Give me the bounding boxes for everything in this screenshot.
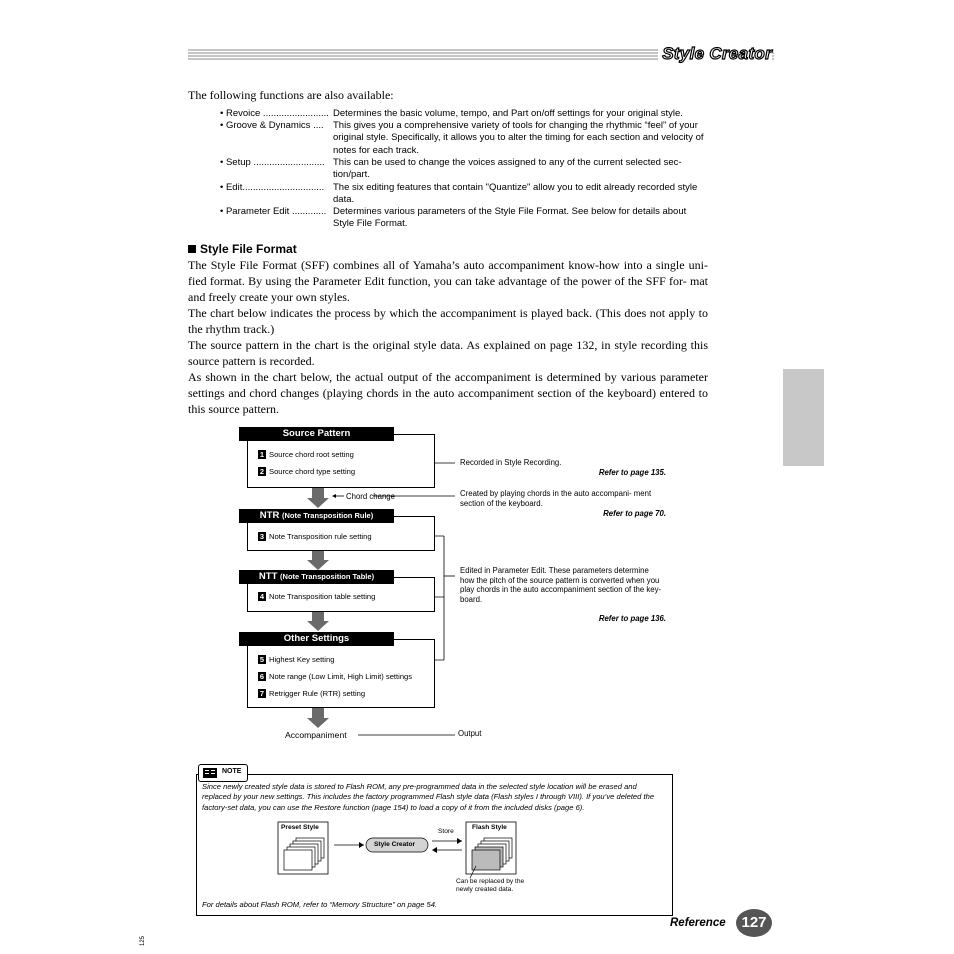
paragraph: The source pattern in the chart is the original style data. As explained on page 132, in style recording this source pattern is recorded.	[188, 338, 708, 368]
number-badge: 2	[259, 467, 265, 476]
note-footer-text: For details about Flash ROM, refer to “Memory Structure” on page 54.	[202, 900, 438, 909]
function-desc: This can be used to change the voices assigned to any of the current selected sec- tion/part.	[333, 157, 682, 181]
chart-item-label: Note Transposition table setting	[269, 592, 376, 601]
side-page-mark: 125	[140, 935, 147, 947]
note-tag	[198, 764, 248, 782]
ntt-label: NTT	[258, 571, 278, 582]
chart-item	[258, 689, 365, 698]
number-badge: 7	[259, 689, 265, 698]
function-desc: Determines various parameters of the Style File Format. See below for details about Style File Format.	[333, 206, 687, 230]
note-tag-label: NOTE	[222, 768, 242, 775]
number-badge: 5	[259, 655, 265, 664]
function-desc: The six editing features that contain "Quantize" allow you to edit already recorded style data.	[333, 182, 698, 206]
page-reference: Refer to page 136.	[598, 614, 666, 623]
page-reference: Refer to page 70.	[603, 509, 666, 518]
function-term: • Parameter Edit .............	[220, 206, 327, 217]
recorded-note: Recorded in Style Recording.	[460, 458, 562, 467]
ntr-header	[239, 509, 394, 523]
chart-item-label: Source chord type setting	[269, 467, 356, 476]
number-badge: 6	[259, 672, 265, 681]
source-pattern-box	[247, 434, 435, 488]
edited-note: Edited in Parameter Edit. These parameters determine how the pitch of the source pattern is converted when you play chords in the auto accompaniment section of the key- board.	[460, 566, 662, 604]
page-header-title: Style Creator	[658, 44, 772, 64]
style-creator-label: Style Creator	[374, 841, 416, 848]
created-note: Created by playing chords in the auto accompani- ment section of the keyboard.	[460, 489, 652, 508]
function-term: • Edit...............................	[220, 182, 325, 193]
chart-item	[258, 592, 375, 601]
ntr-label: NTR	[259, 510, 280, 521]
paragraph: The chart below indicates the process by which the accompaniment is played back. (This does not apply to the rhythm track.)	[188, 306, 708, 336]
ntt-header	[239, 570, 394, 584]
chart-item-label: Highest Key setting	[269, 655, 335, 664]
page-number: 127	[736, 909, 772, 937]
function-term: • Groove & Dynamics ....	[220, 120, 324, 131]
chart-item-label: Source chord root setting	[269, 450, 354, 459]
store-label: Store	[438, 828, 454, 835]
note-book-icon	[203, 768, 217, 778]
chord-change-label: Chord change	[346, 492, 395, 501]
replaced-label: Can be replaced by the newly created data.	[456, 878, 525, 893]
chart-item-label: Note range (Low Limit, High Limit) settings	[269, 672, 413, 681]
chart-item	[258, 450, 354, 459]
function-term: • Setup ...........................	[220, 157, 325, 168]
source-pattern-header: Source Pattern	[239, 427, 394, 441]
function-desc: This gives you a comprehensive variety of tools for changing the rhythmic “feel” of your original style. Specifically, it allows you to alter the timing for each section and velocity of notes for each track.	[333, 120, 704, 156]
number-badge: 4	[259, 592, 265, 601]
chart-item-label: Note Transposition rule setting	[269, 532, 372, 541]
accompaniment-label: Accompaniment	[285, 730, 347, 740]
intro-text: The following functions are also available:	[188, 88, 394, 102]
preset-style-label: Preset Style	[281, 824, 319, 831]
function-term: • Revoice .........................	[220, 108, 329, 119]
output-label: Output	[458, 729, 482, 738]
ntr-sub-label: (Note Transposition Rule)	[281, 511, 374, 520]
chart-item	[258, 655, 334, 664]
reference-label: Reference	[670, 917, 726, 929]
chart-item-label: Retrigger Rule (RTR) setting	[269, 689, 366, 698]
page-reference: Refer to page 135.	[598, 468, 666, 477]
note-text: Since newly created style data is stored to Flash ROM, any pre-programmed data in the selected style location will be erased and replaced by your new settings. This includes the factory programmed Flash style data (Flash styles I through VIII). If you’ve deleted the factory-set data, you can use the Restore function (page 154) to load a copy of it from the included disks (page 6).	[202, 782, 655, 812]
number-badge: 1	[259, 450, 265, 459]
paragraph: As shown in the chart below, the actual output of the accompaniment is determined by various parameter settings and chord changes (playing chords in the auto accompaniment section of the keyboard) entered to this source pattern.	[188, 370, 708, 416]
flash-style-label: Flash Style	[472, 824, 507, 831]
chart-item	[258, 532, 372, 541]
section-heading-text: Style File Format	[200, 242, 297, 256]
other-settings-header: Other Settings	[239, 632, 394, 646]
paragraph: The Style File Format (SFF) combines all of Yamaha’s auto accompaniment know-how into a single uni- fied format. By using the Parameter Edit function, you can take advantage of the power of the SFF for- mat and freely create your own styles.	[188, 258, 708, 304]
number-badge: 3	[259, 532, 265, 541]
ntt-sub-label: (Note Transposition Table)	[280, 572, 375, 581]
chart-item	[258, 672, 412, 681]
function-desc: Determines the basic volume, tempo, and Part on/off settings for your original style.	[333, 108, 683, 119]
chart-item	[258, 467, 355, 476]
